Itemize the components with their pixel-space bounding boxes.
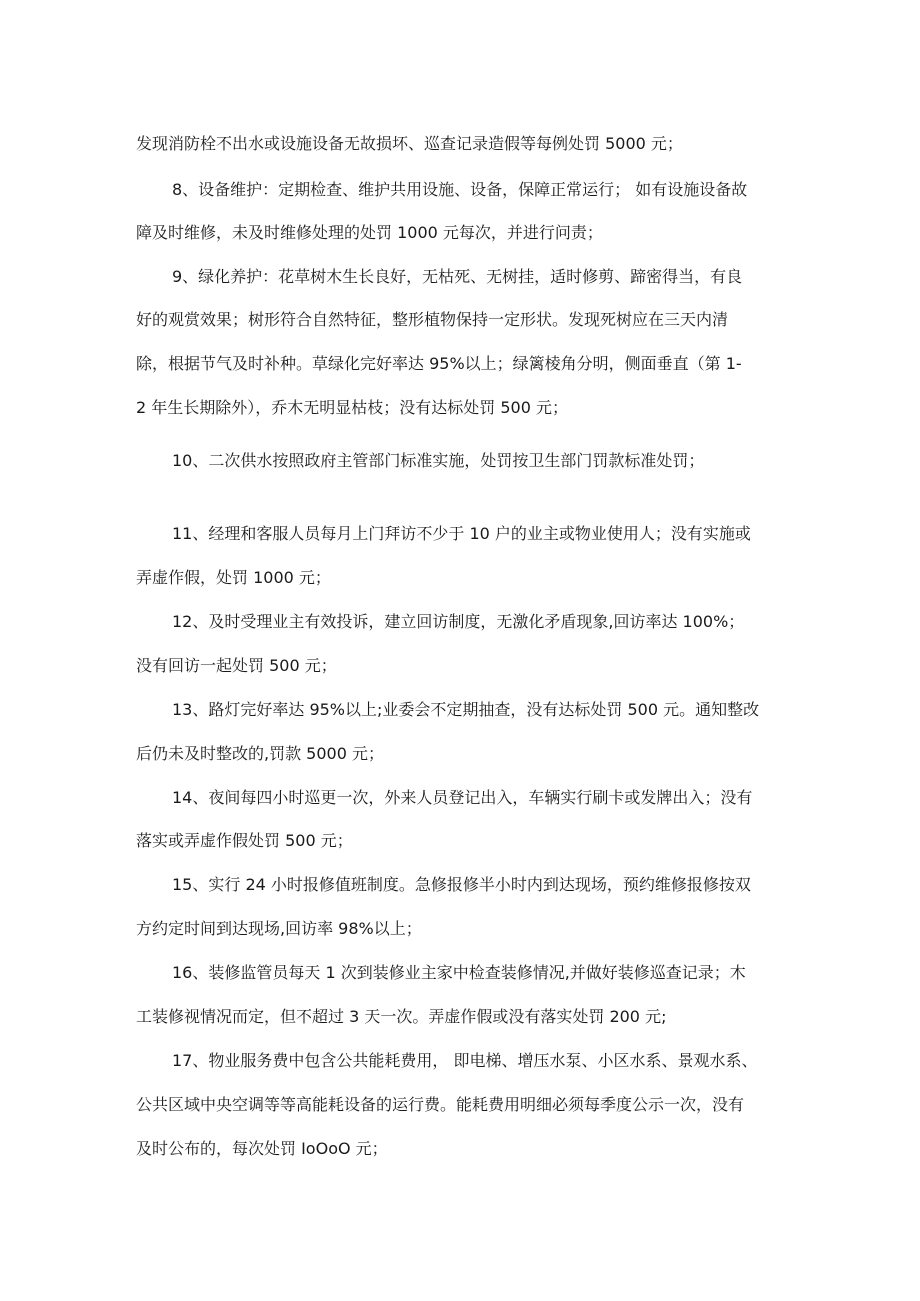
line-text: 17、物业服务费中包含公共能耗费用， 即电梯、增压水泵、小区水系、景观水系、 — [172, 1051, 758, 1070]
line-text: 11、经理和客服人员每月上门拜访不少于 10 户的业主或物业使用人；没有实施或 — [172, 524, 751, 543]
line-text: 障及时维修，未及时维修处理的处罚 1000 元每次，并进行问责； — [136, 223, 603, 242]
line-text: 发现消防栓不出水或设施设备无故损坏、巡查记录造假等每例处罚 5000 元； — [136, 134, 683, 153]
line-text: 好的观赏效果；树形符合自然特征，整形植物保持一定形状。发现死树应在三天内清 — [136, 310, 729, 329]
clause-9-line-2 — [0, 308, 920, 332]
line-text: 9、绿化养护：花草树木生长良好，无枯死、无树挂，适时修剪、蹄密得当，有良 — [172, 267, 743, 286]
clause-15-line-1 — [0, 873, 920, 897]
line-text: 落实或弄虚作假处罚 500 元； — [136, 831, 353, 850]
line-text: 后仍未及时整改的,罚款 5000 元； — [136, 744, 384, 763]
clause-14-line-1 — [0, 786, 920, 810]
clause-14-line-2 — [0, 829, 920, 853]
line-text: 8、设备维护：定期检查、维护共用设施、设备，保障正常运行； 如有设施设备故 — [172, 180, 748, 199]
clause-8-line-2 — [0, 221, 920, 245]
clause-13-line-1 — [0, 698, 920, 722]
line-text: 及时公布的，每次处罚 IoOoO 元； — [136, 1139, 388, 1158]
line-text: 15、实行 24 小时报修值班制度。急修报修半小时内到达现场，预约维修报修按双 — [172, 875, 751, 894]
line-text: 弄虚作假，处罚 1000 元； — [136, 568, 331, 587]
line-text: 公共区域中央空调等等高能耗设备的运行费。能耗费用明细必须每季度公示一次，没有 — [136, 1095, 745, 1114]
clause-12-line-2 — [0, 654, 920, 678]
clause-17-line-3 — [0, 1137, 920, 1161]
clause-11-line-1 — [0, 522, 920, 546]
clause-9-line-4 — [0, 396, 920, 420]
clause-12-line-1 — [0, 610, 920, 634]
text-line — [0, 132, 920, 156]
line-text: 13、路灯完好率达 95%以上;业委会不定期抽查，没有达标处罚 500 元。通知整改 — [172, 700, 760, 719]
line-text: 10、二次供水按照政府主管部门标准实施，处罚按卫生部门罚款标准处罚； — [172, 451, 705, 470]
clause-16-line-2 — [0, 1005, 920, 1029]
clause-8-line-1 — [0, 178, 920, 202]
line-text: 工装修视情况而定，但不超过 3 天一次。弄虚作假或没有落实处罚 200 元; — [136, 1007, 667, 1026]
clause-11-line-2 — [0, 566, 920, 590]
line-text: 14、夜间每四小时巡更一次，外来人员登记出入，车辆实行刷卡或发牌出入；没有 — [172, 788, 753, 807]
line-text: 12、及时受理业主有效投诉，建立回访制度，无激化矛盾现象,回访率达 100%； — [172, 612, 745, 631]
clause-17-line-1 — [0, 1049, 920, 1073]
clause-16-line-1 — [0, 961, 920, 985]
line-text: 16、装修监管员每天 1 次到装修业主家中检查装修情况,并做好装修巡查记录；木 — [172, 963, 746, 982]
clause-9-line-1 — [0, 265, 920, 289]
line-text: 除，根据节气及时补种。草绿化完好率达 95%以上；绿篱棱角分明，侧面垂直（第 1- — [136, 354, 742, 373]
clause-13-line-2 — [0, 742, 920, 766]
clause-15-line-2 — [0, 917, 920, 941]
line-text: 方约定时间到达现场,回访率 98%以上； — [136, 919, 422, 938]
clause-17-line-2 — [0, 1093, 920, 1117]
clause-10-line-1 — [0, 449, 920, 473]
line-text: 2 年生长期除外），乔木无明显枯枝；没有达标处罚 500 元； — [136, 398, 568, 417]
line-text: 没有回访一起处罚 500 元； — [136, 656, 337, 675]
clause-9-line-3 — [0, 352, 920, 376]
